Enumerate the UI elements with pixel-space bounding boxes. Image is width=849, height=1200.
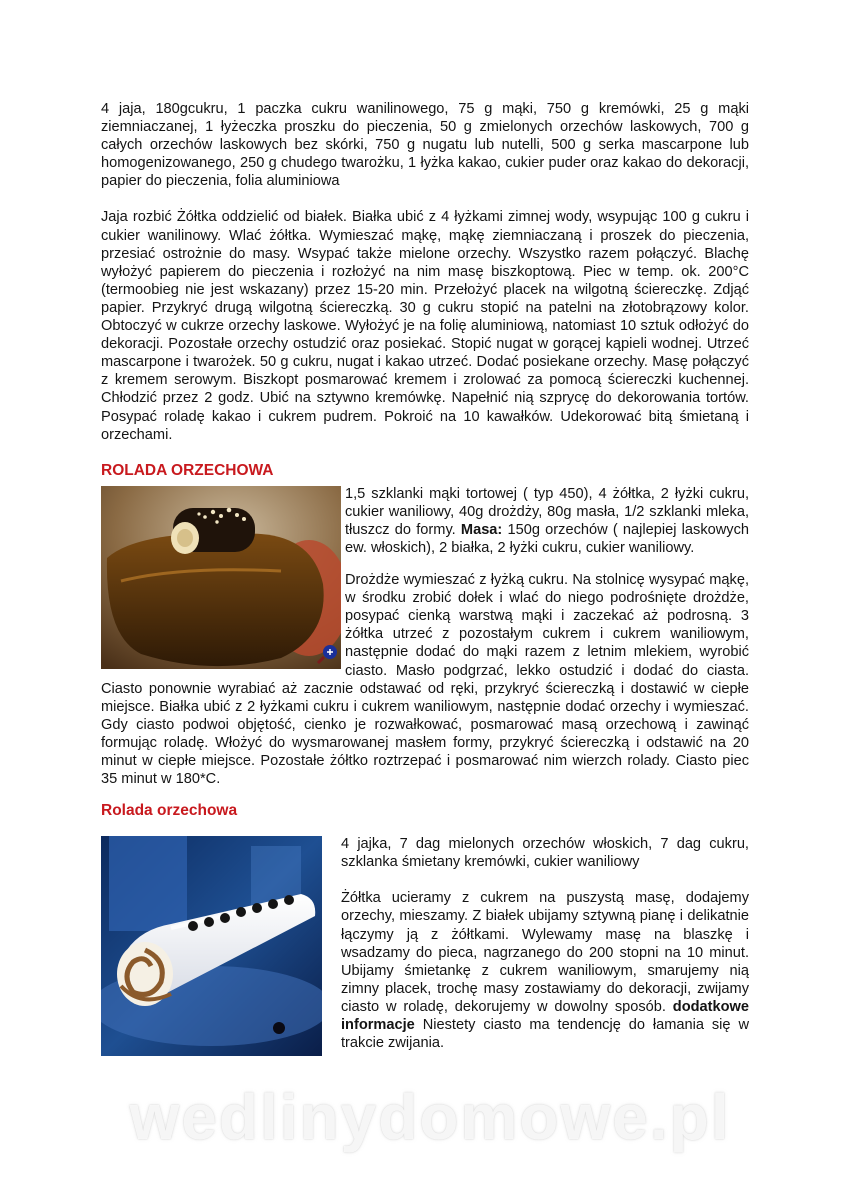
- document-page: [101, 100, 749, 1056]
- recipe2-section: [101, 485, 749, 789]
- masa-label: Masa:: [460, 521, 503, 538]
- recipe3-section: [101, 835, 749, 1056]
- recipe1-ingredients: 4 jaja, 180gcukru, 1 paczka cukru wanilinowego, 75 g mąki, 750 g kremówki, 25 g mąki ziemniaczanej, 1 łyżeczka proszku do pieczenia, 50 g zmielonych orzechów laskowych, 700 g całych orzechów laskowych bez skórki, 750 g nugatu lub nutelli, 500 g serka mascarpone lub homogenizowanego, 250 g chudego twarożku, 1 łyżka kakao, cukier puder oraz kakao do dekoracji, papier do pieczenia, folia aluminiowa: [101, 101, 749, 190]
- more-info-link[interactable]: dodatkowe informacje: [341, 998, 749, 1034]
- rolada-chocolate-photo[interactable]: [101, 486, 341, 669]
- recipe3-ingredients: 4 jajka, 7 dag mielonych orzechów włoskich, 7 dag cukru, szklanka śmietany kremówki, cukier waniliowy: [341, 836, 749, 871]
- rolada-cream-photo[interactable]: [101, 836, 322, 1056]
- recipe2-method: Drożdże wymieszać z łyżką cukru. Na stolnicę wysypać mąkę, w środku zrobić dołek i wlać do niego podrośnięte drożdże, posypać cienką warstwą mąki i zaczekać aż podrosną. 3 żółtka utrzeć z pozostałym cukrem i cukrem waniliowym, następnie dodać do mąki razem z letnim mlekiem, wyrobić ciasto. Masło podgrzać, lekko ostudzić i dodać do ciasta. Ciasto ponownie wyrabiać aż zacznie odstawać od ręki, przykryć ściereczką i dostawić w ciepłe miejsce. Białka ubić z 2 łyżkami cukru i cukrem waniliowym, następnie dodać orzechy i wymieszać. Gdy ciasto podwoi objętość, cienko je rozwałkować, posmarować masą orzechową i zawinąć formując roladę. Włożyć do wysmarowanej masłem formy, przykryć ściereczką i odstawić na 20 minut w ciepłe miejsce. Pozostałe żółtko roztrzepać i posmarować nim wierzch rolady. Ciasto piec 35 minut w 180*C.: [101, 572, 749, 788]
- recipe2-ingredients: 1,5 szklanki mąki tortowej ( typ 450), 4 żółtka, 2 łyżki cukru, cukier waniliowy, 40g drożdży, 80g masła, 1/2 szklanki mleka, tłuszcz do formy. Masa: 150g orzechów ( najlepiej laskowych ew. włoskich), 2 białka, 2 łyżki cukru, cukier waniliowy.: [345, 485, 749, 556]
- recipe1-method: Jaja rozbić Żółtka oddzielić od białek. Białka ubić z 4 łyżkami zimnej wody, wsypując 100 g cukru i cukier wanilinowy. Wlać żółtka. Wymieszać mąkę, mąkę ziemniaczaną i proszek do pieczenia, przesiać ostrożnie do masy. Wsypać także mielone orzechy. Wszystko razem połączyć. Blachę wyłożyć papierem do pieczenia i rozłożyć na nim masę biszkoptową. Piec w temp. ok. 200°C (termoobieg nie jest wskazany) przez 15-20 min. Przełożyć placek na wilgotną ściereczkę. Zdjąć papier. Przykryć drugą wilgotną ściereczką. 30 g cukru stopić na patelni na złotobrązowy kolor. Obtoczyć w cukrze orzechy laskowe. Wyłożyć je na folię aluminiową, natomiast 10 sztuk odłożyć do dekoracji. Pozostałe orzechy ostudzić oraz posiekać. Stopić nugat w gorącej kąpieli wodnej. Utrzeć mascarpone i twarożek. 50 g cukru, nugat i kakao utrzeć. Dodać posiekane orzechy. Masę połączyć z kremem serowym. Biszkopt posmarować kremem i zrolować za pomocą ściereczki kuchennej. Chłodzić przez 2 godz. Ubić na sztywno kremówkę. Napełnić nią szprycę do dekorowania tortów. Posypać roladę kakao i cukrem pudrem. Pokroić na 10 kawałków. Udekorować bitą śmietaną i orzechami.: [101, 209, 749, 443]
- recipe2-title: ROLADA ORZECHOWA: [101, 461, 274, 479]
- recipe3-title: Rolada orzechowa: [101, 802, 238, 820]
- recipe3-method: Żółtka ucieramy z cukrem na puszystą masę, dodajemy orzechy, mieszamy. Z białek ubijamy sztywną pianę i delikatnie łączymy ją z żółtkami. Wylewamy masę na blaszkę i wsadzamy do pieca, nagrzanego do 200 stopni na 10 minut. Ubijamy śmietankę z cukrem waniliowym, smarujemy nią zimny placek, trochę masy zostawiamy do dekoracji, zwijamy ciasto w roladę, dekorujemy w dowolny sposób. dodatkowe informacje Niestety ciasto ma tendencję do łamania się w trakcie zwijania.: [341, 890, 749, 1052]
- watermark: wedlinydomowe.pl: [129, 1081, 731, 1153]
